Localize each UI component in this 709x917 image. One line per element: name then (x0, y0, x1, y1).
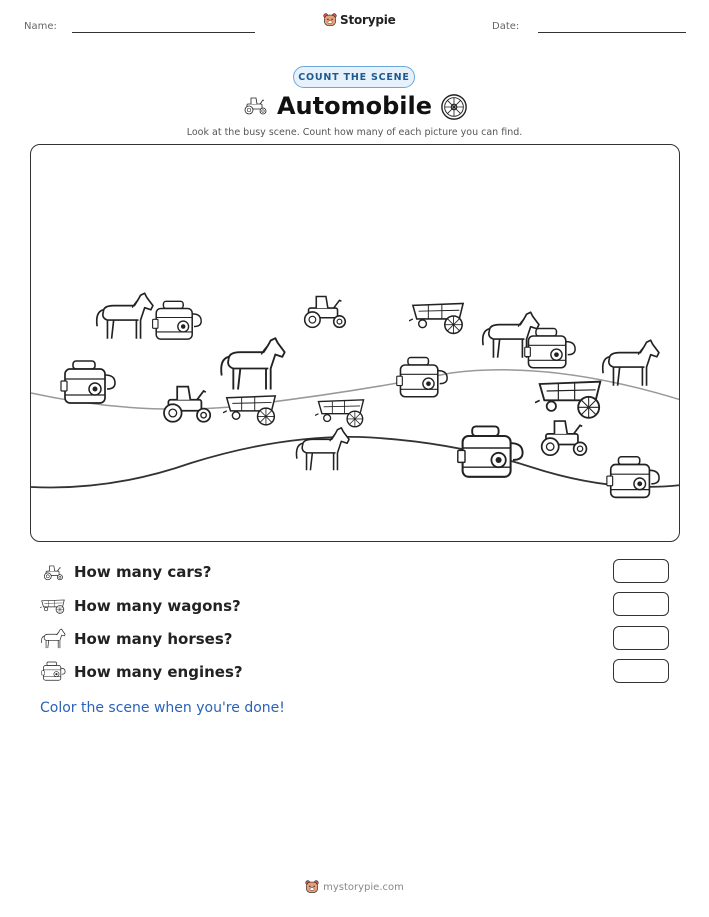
question-cars-text: How many cars? (74, 563, 212, 581)
scene-illustration (31, 145, 680, 542)
car-2 (164, 387, 210, 422)
engine-6 (607, 457, 659, 498)
color-note: Color the scene when you're done! (40, 700, 285, 716)
footer (0, 880, 709, 894)
horse-1 (97, 293, 153, 338)
footer-url[interactable]: mystorypie.com (323, 881, 404, 893)
horse-4 (221, 338, 284, 389)
car-3 (542, 421, 587, 455)
date-line[interactable] (538, 32, 686, 33)
instructions: Look at the busy scene. Count how many of each picture you can find. (186, 127, 523, 138)
wagon-icon (40, 596, 66, 616)
brand-name: Storypie (340, 13, 396, 27)
bear-logo-icon (305, 880, 319, 894)
engine-1 (153, 301, 202, 339)
horses-answer-box[interactable] (613, 626, 669, 650)
brand-logo (323, 13, 396, 27)
engine-2 (525, 329, 575, 368)
section-badge: COUNT THE SCENE (293, 66, 415, 88)
wheel-icon (440, 93, 468, 121)
name-line[interactable] (72, 32, 255, 33)
horse-icon (40, 628, 66, 650)
horse-3 (603, 340, 659, 385)
busy-scene (30, 144, 680, 542)
question-engines-text: How many engines? (74, 663, 243, 681)
horse-5 (296, 428, 349, 471)
car-1 (305, 296, 346, 327)
engine-3 (61, 361, 115, 403)
engine-icon (40, 661, 66, 683)
tractor-car-icon (40, 561, 66, 583)
engine-4 (397, 358, 447, 397)
page-title: Automobile (276, 92, 433, 120)
wagons-answer-box[interactable] (613, 592, 669, 616)
name-label: Name: (24, 21, 57, 32)
wagon-3 (315, 400, 364, 427)
cars-answer-box[interactable] (613, 559, 669, 583)
question-cars (40, 560, 211, 584)
question-wagons-text: How many wagons? (74, 597, 241, 615)
date-label: Date: (492, 21, 520, 32)
bear-logo-icon (323, 13, 337, 27)
question-engines (40, 660, 243, 684)
question-horses-text: How many horses? (74, 630, 233, 648)
question-wagons (40, 594, 241, 618)
engine-5 (458, 426, 523, 476)
engines-answer-box[interactable] (613, 659, 669, 683)
wagon-2 (223, 396, 275, 425)
wagon-1 (409, 303, 463, 333)
question-horses (40, 627, 232, 651)
wagon-4 (535, 382, 600, 418)
